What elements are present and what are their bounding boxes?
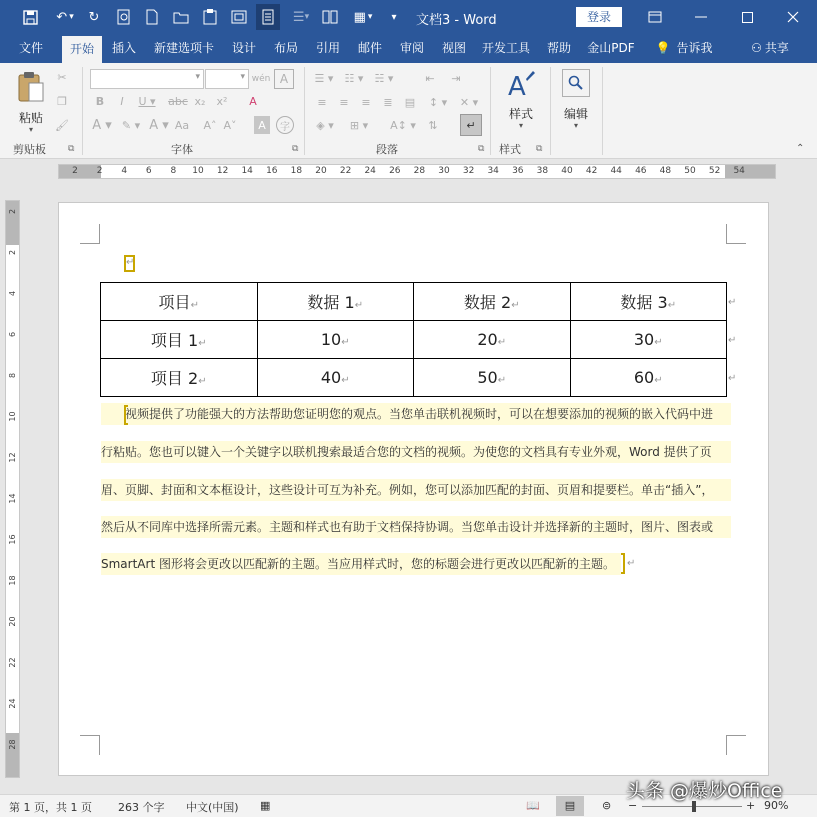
ruler-number: 8 bbox=[8, 372, 17, 379]
tab-insert[interactable]: 插入 bbox=[111, 41, 136, 55]
ruler-number: 26 bbox=[389, 166, 401, 176]
close-icon[interactable] bbox=[781, 6, 805, 28]
redo-icon[interactable]: ↻ bbox=[88, 9, 100, 25]
table-cell[interactable]: 数据 3↵ bbox=[570, 283, 727, 321]
phonetic-guide-icon[interactable]: wén bbox=[251, 74, 271, 84]
ruler-number: 12 bbox=[8, 452, 17, 463]
word-count[interactable]: 263 个字 bbox=[118, 801, 165, 814]
styles-launcher-icon[interactable]: ⧉ bbox=[536, 144, 543, 154]
web-layout-icon[interactable]: ⊜ bbox=[602, 799, 612, 812]
ruler-number: 34 bbox=[487, 166, 499, 176]
zoom-in-icon[interactable]: + bbox=[746, 799, 756, 812]
styles-button[interactable] bbox=[500, 69, 542, 131]
font-launcher-icon[interactable]: ⧉ bbox=[292, 144, 299, 154]
ruler-number: 6 bbox=[145, 166, 152, 176]
table-cell[interactable]: 数据 2↵ bbox=[414, 283, 571, 321]
menu-bar bbox=[0, 34, 817, 63]
format-painter-icon[interactable]: 🖌 bbox=[55, 118, 69, 132]
ruler-number: 32 bbox=[462, 166, 475, 176]
group-separator bbox=[82, 67, 83, 155]
editing-button[interactable] bbox=[558, 69, 594, 131]
table-row bbox=[101, 321, 727, 359]
paste-dropdown-icon: ▾ bbox=[28, 125, 33, 134]
ruler-number: 30 bbox=[438, 166, 450, 176]
borders-icon[interactable]: ⊞ ▾ bbox=[349, 118, 369, 132]
clipboard-icon bbox=[17, 71, 45, 103]
shading-icon[interactable]: ◈ ▾ bbox=[316, 118, 334, 132]
align-right-icon[interactable]: ≡ bbox=[361, 95, 371, 109]
ruler-number: 2 bbox=[8, 208, 17, 215]
title-bar bbox=[0, 0, 817, 34]
editing-label: 编辑 bbox=[563, 107, 588, 121]
numbering-icon[interactable]: ☷ ▾ bbox=[344, 71, 364, 85]
ruler-number: 4 bbox=[121, 166, 128, 176]
ruler-number: 42 bbox=[585, 166, 598, 176]
print-preview-icon[interactable] bbox=[114, 7, 134, 27]
tab-references[interactable]: 引用 bbox=[315, 41, 340, 55]
table-cell[interactable]: 数据 1↵ bbox=[257, 283, 414, 321]
content-control-bracket bbox=[621, 553, 625, 574]
group-separator bbox=[550, 67, 551, 155]
table-cell[interactable]: 60↵ bbox=[570, 359, 727, 397]
copy-icon[interactable]: ❐ bbox=[57, 94, 67, 108]
person-icon: ⚇ bbox=[751, 41, 762, 55]
group-separator bbox=[490, 67, 491, 155]
font-group-label: 字体 bbox=[171, 143, 193, 156]
bold-icon[interactable]: B bbox=[95, 94, 105, 108]
table-cell[interactable]: 30↵ bbox=[570, 321, 727, 359]
margin-corner-mark bbox=[726, 735, 746, 755]
tab-developer[interactable]: 开发工具 bbox=[481, 41, 530, 55]
ruler-number: 18 bbox=[8, 575, 17, 586]
horizontal-ruler[interactable] bbox=[58, 164, 776, 179]
enclose-characters-icon[interactable]: 字 bbox=[276, 116, 294, 134]
ruler-number: 2 bbox=[8, 249, 17, 256]
data-table[interactable] bbox=[100, 282, 727, 397]
paste-label: 粘贴 bbox=[18, 111, 43, 125]
clear-formatting-icon[interactable]: A bbox=[249, 94, 257, 108]
page-count[interactable]: 第 1 页，共 1 页 bbox=[9, 801, 92, 814]
language-indicator[interactable]: 中文(中国) bbox=[186, 801, 239, 814]
ruler-number: 10 bbox=[8, 411, 17, 422]
ruler-number: 52 bbox=[708, 166, 721, 176]
clipboard-launcher-icon[interactable]: ⧉ bbox=[68, 144, 75, 154]
ruler-number: 14 bbox=[8, 493, 17, 504]
ruler-number: 4 bbox=[8, 290, 17, 297]
tab-design[interactable]: 设计 bbox=[231, 41, 256, 55]
save-icon[interactable] bbox=[20, 7, 40, 27]
vertical-ruler[interactable] bbox=[5, 200, 20, 778]
clipboard-group-label: 剪贴板 bbox=[13, 143, 46, 156]
new-document-icon[interactable] bbox=[142, 7, 162, 27]
tab-view[interactable]: 视图 bbox=[441, 41, 466, 55]
tell-me-search[interactable] bbox=[648, 34, 720, 63]
ruler-number: 2 bbox=[72, 166, 78, 176]
paragraph-group-label: 段落 bbox=[376, 143, 398, 156]
content-control-bracket bbox=[124, 405, 128, 425]
tab-file[interactable]: 文件 bbox=[18, 41, 43, 55]
paragraph-mark-icon: ↵ bbox=[126, 257, 135, 268]
share-label: 共享 bbox=[764, 41, 789, 55]
sort-icon[interactable]: A↕ ▾ bbox=[390, 118, 416, 132]
layout-dropdown-icon[interactable]: ▦ ▾ bbox=[353, 9, 373, 25]
table-cell[interactable]: 项目 2↵ bbox=[101, 359, 258, 397]
font-shading-icon[interactable]: Aa bbox=[174, 118, 190, 132]
watermark-text: 头条 @爆炒Office bbox=[626, 780, 783, 802]
paragraph-mark-icon: ↵ bbox=[627, 558, 636, 569]
end-of-row-mark: ↵ bbox=[728, 297, 737, 308]
ruler-number: 8 bbox=[170, 166, 177, 176]
paragraph-line[interactable]: 然后从不同库中选择所需元素。主题和样式也有助于文档保持协调。当您单击设计并选择新的主题时，图片、图表或 bbox=[101, 516, 731, 538]
search-icon bbox=[562, 69, 590, 97]
undo-icon[interactable]: ↶ ▾ bbox=[56, 9, 74, 25]
login-button[interactable]: 登录 bbox=[576, 7, 622, 27]
ruler-number: 20 bbox=[8, 616, 17, 627]
ruler-number: 16 bbox=[266, 166, 278, 176]
open-folder-icon[interactable] bbox=[170, 7, 192, 27]
ruler-number: 18 bbox=[290, 166, 303, 176]
end-of-row-mark: ↵ bbox=[728, 373, 737, 384]
strikethrough-icon[interactable]: abc bbox=[168, 94, 188, 108]
table-cell[interactable]: 50↵ bbox=[414, 359, 571, 397]
character-shading-icon[interactable]: A bbox=[254, 116, 270, 134]
read-mode-icon[interactable]: 📖 bbox=[526, 799, 540, 812]
ruler-number: 24 bbox=[8, 698, 17, 709]
justify-icon[interactable]: ≣ bbox=[383, 95, 393, 109]
ribbon-display-icon[interactable] bbox=[643, 6, 667, 28]
tab-layout[interactable]: 布局 bbox=[273, 41, 298, 55]
paragraph-line[interactable]: SmartArt 图形将会更改以匹配新的主题。当应用样式时，您的标题会进行更改以匹配新的主题。 bbox=[101, 553, 621, 575]
end-of-row-mark: ↵ bbox=[728, 335, 737, 346]
styles-button-label: 样式 bbox=[508, 107, 533, 121]
table-cell[interactable]: 20↵ bbox=[414, 321, 571, 359]
ruler-number: 28 bbox=[8, 739, 17, 750]
italic-icon[interactable]: I bbox=[120, 94, 124, 108]
paste-button[interactable] bbox=[14, 71, 48, 134]
ruler-number: 50 bbox=[684, 166, 696, 176]
text-effects-icon[interactable]: A ▾ bbox=[92, 117, 112, 133]
share-button[interactable] bbox=[744, 34, 796, 63]
tab-kingsoft-pdf[interactable]: 金山PDF bbox=[587, 41, 635, 55]
ruler-number: 14 bbox=[241, 166, 253, 176]
chevron-down-icon: ▾ bbox=[573, 121, 578, 130]
chinese-layout-icon[interactable]: ✕ ▾ bbox=[459, 95, 479, 109]
ruler-number: 22 bbox=[8, 657, 17, 668]
superscript-icon[interactable]: x² bbox=[216, 94, 228, 108]
margin-corner-mark bbox=[80, 224, 100, 244]
spacing-icon[interactable]: ☰ ▾ bbox=[292, 9, 310, 25]
collapse-ribbon-icon[interactable]: ⌃ bbox=[796, 143, 805, 154]
tab-review[interactable]: 审阅 bbox=[399, 41, 424, 55]
print-layout-icon[interactable]: ▤ bbox=[556, 796, 584, 816]
tell-me-label: 告诉我 bbox=[676, 41, 713, 55]
font-name-combo[interactable] bbox=[90, 69, 204, 89]
chevron-down-icon: ▾ bbox=[518, 121, 523, 130]
ruler-number: 10 bbox=[192, 166, 204, 176]
maximize-icon[interactable] bbox=[735, 6, 759, 28]
chevron-down-icon: ▾ bbox=[240, 72, 245, 82]
multilevel-list-icon[interactable]: ☵ ▾ bbox=[374, 71, 394, 85]
ruler-number: 36 bbox=[512, 166, 524, 176]
highlight-icon[interactable]: ✎ ▾ bbox=[121, 118, 141, 132]
tab-new-tab[interactable]: 新建选项卡 bbox=[153, 41, 214, 55]
ruler-number: 54 bbox=[733, 166, 745, 176]
minimize-icon[interactable] bbox=[689, 6, 713, 28]
styles-icon bbox=[506, 69, 536, 101]
underline-icon[interactable]: U ▾ bbox=[138, 94, 156, 108]
table-cell[interactable]: 10↵ bbox=[257, 321, 414, 359]
margin-corner-mark bbox=[80, 735, 100, 755]
zoom-level[interactable]: 90% bbox=[764, 799, 789, 812]
ruler-number: 16 bbox=[8, 534, 17, 545]
paragraph-line[interactable]: 眉、页脚、封面和文本框设计，这些设计可互为补充。例如，您可以添加匹配的封面、页眉和提要栏。单击“插入”， bbox=[101, 479, 731, 501]
show-formatting-icon[interactable]: ↵ bbox=[460, 114, 482, 136]
table-row bbox=[101, 283, 727, 321]
ruler-number: 24 bbox=[364, 166, 376, 176]
columns-icon[interactable] bbox=[320, 7, 340, 27]
align-center-icon[interactable]: ≡ bbox=[339, 95, 349, 109]
font-size-combo[interactable] bbox=[205, 69, 249, 89]
cut-icon[interactable]: ✂ bbox=[57, 70, 67, 84]
chevron-down-icon: ▾ bbox=[195, 72, 200, 82]
table-row bbox=[101, 359, 727, 397]
zoom-out-icon[interactable]: − bbox=[628, 799, 638, 812]
table-cell[interactable]: 项目 1↵ bbox=[101, 321, 258, 359]
tab-home[interactable]: 开始 bbox=[62, 36, 102, 63]
svg-text:A: A bbox=[508, 72, 526, 101]
ruler-number: 28 bbox=[413, 166, 426, 176]
ruler-number: 20 bbox=[315, 166, 327, 176]
horizontal-ruler-row bbox=[0, 160, 817, 182]
shrink-font-icon[interactable]: A˅ bbox=[223, 118, 237, 132]
window-title: 文档3 - Word bbox=[416, 13, 497, 28]
customize-qa-icon[interactable]: ▾ bbox=[391, 11, 397, 23]
character-border-icon[interactable]: A bbox=[274, 69, 294, 89]
paragraph-launcher-icon[interactable]: ⧉ bbox=[478, 144, 485, 154]
margin-corner-mark bbox=[726, 224, 746, 244]
distributed-icon[interactable]: ▤ bbox=[404, 95, 416, 109]
lightbulb-icon: 💡 bbox=[655, 41, 671, 55]
ruler-number: 46 bbox=[635, 166, 647, 176]
increase-indent-icon[interactable]: ⇥ bbox=[451, 71, 461, 85]
ruler-number: 12 bbox=[216, 166, 229, 176]
ruler-number: 6 bbox=[8, 331, 17, 338]
paragraph-line[interactable]: 视频提供了功能强大的方法帮助您证明您的观点。当您单击联机视频时，可以在想要添加的视频的嵌入代码中进 bbox=[101, 403, 731, 425]
align-left-icon[interactable]: ≡ bbox=[317, 95, 327, 109]
screenshot-icon[interactable] bbox=[228, 7, 250, 27]
ruler-number: 40 bbox=[561, 166, 573, 176]
line-spacing-icon[interactable]: ↕ ▾ bbox=[428, 95, 448, 109]
bullets-icon[interactable]: ☰ ▾ bbox=[314, 71, 334, 85]
paragraph-line[interactable]: 行粘贴。您也可以键入一个关键字以联机搜索最适合您的文档的视频。为使您的文档具有专业外观，Word 提供了页 bbox=[101, 441, 731, 463]
sort-az-icon[interactable]: ⇅ bbox=[428, 118, 438, 132]
zoom-slider[interactable] bbox=[642, 806, 742, 807]
subscript-icon[interactable]: x₂ bbox=[194, 94, 206, 108]
decrease-indent-icon[interactable]: ⇤ bbox=[425, 71, 435, 85]
ruler-number: 2 bbox=[96, 166, 103, 176]
document-view-icon[interactable] bbox=[256, 4, 280, 30]
table-cell[interactable]: 项目↵ bbox=[101, 283, 258, 321]
styles-group-label: 样式 bbox=[499, 143, 521, 156]
ribbon bbox=[0, 63, 817, 159]
ruler-number: 38 bbox=[536, 166, 549, 176]
tab-mailings[interactable]: 邮件 bbox=[357, 41, 382, 55]
group-separator bbox=[304, 67, 305, 155]
font-color-icon[interactable]: A ▾ bbox=[149, 117, 169, 133]
ruler-number: 44 bbox=[610, 166, 622, 176]
table-cell[interactable]: 40↵ bbox=[257, 359, 414, 397]
paste-qa-icon[interactable] bbox=[200, 7, 220, 27]
tab-help[interactable]: 帮助 bbox=[546, 41, 571, 55]
group-separator bbox=[602, 67, 603, 155]
ruler-number: 48 bbox=[659, 166, 672, 176]
macro-record-icon[interactable]: ▦ bbox=[260, 799, 271, 812]
ruler-number: 22 bbox=[339, 166, 352, 176]
grow-font-icon[interactable]: A˄ bbox=[203, 118, 217, 132]
